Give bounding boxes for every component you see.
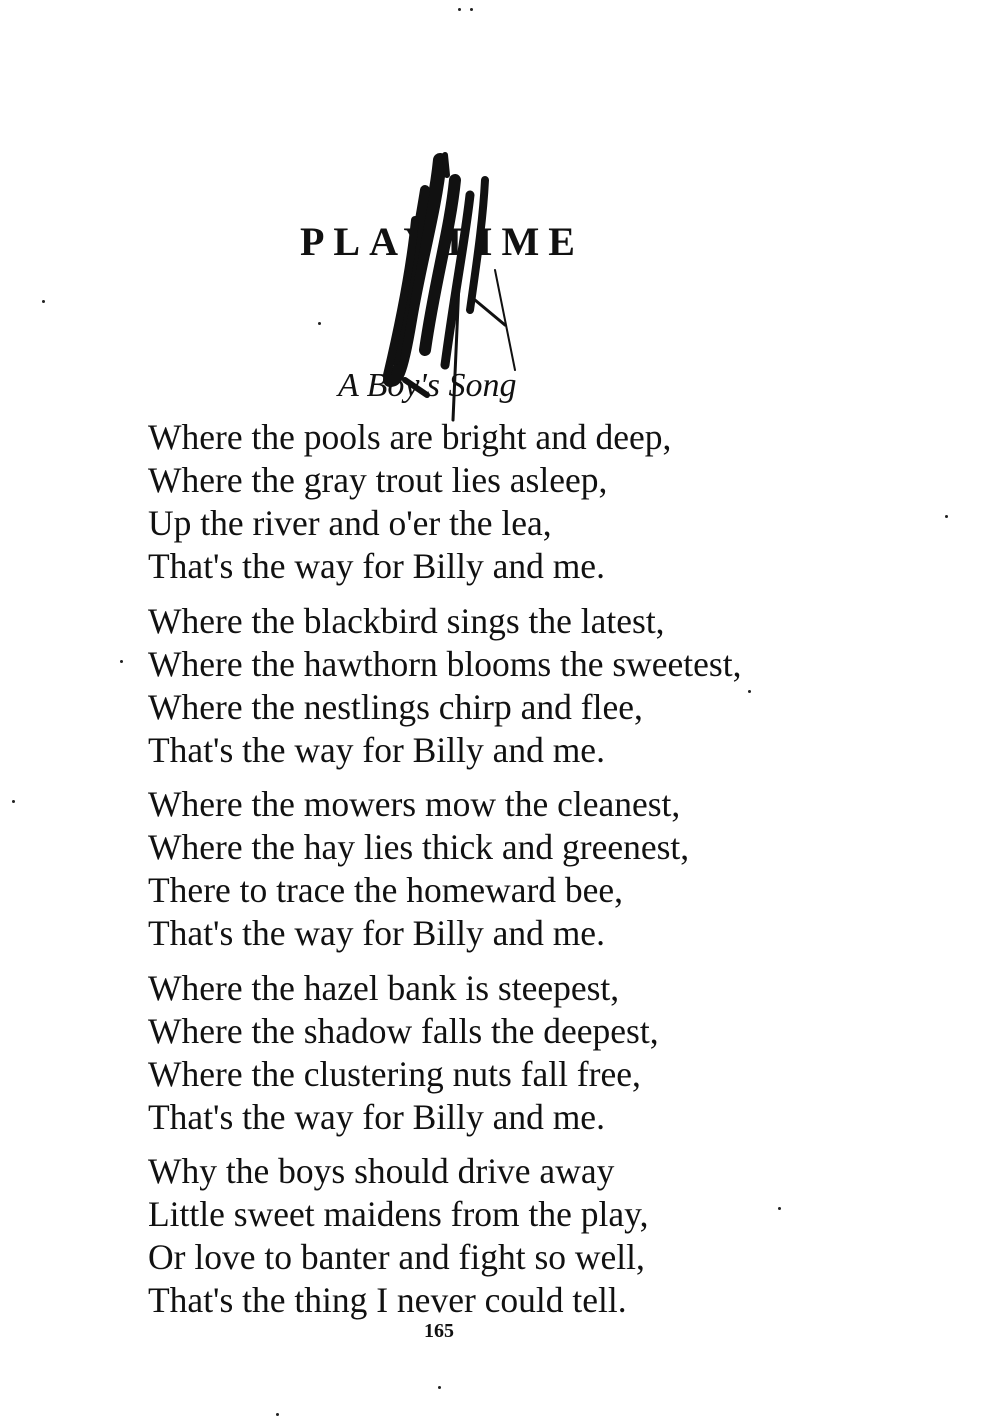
poem-line: Up the river and o'er the lea, bbox=[148, 503, 552, 543]
poem-line: Where the nestlings chirp and flee, bbox=[148, 686, 643, 727]
scan-speck bbox=[12, 800, 15, 803]
scan-speck bbox=[748, 690, 751, 693]
poem-line: Where the blackbird sings the latest, bbox=[148, 600, 665, 641]
poem-line: That's the thing I never could tell. bbox=[148, 1280, 627, 1320]
stanza-3 bbox=[148, 783, 848, 955]
poem-line: Where the clustering nuts fall free, bbox=[148, 1053, 641, 1094]
stanza-5 bbox=[148, 1150, 848, 1322]
stanza-2 bbox=[148, 600, 848, 772]
poem-line: That's the way for Billy and me. bbox=[148, 913, 605, 953]
scan-speck bbox=[458, 8, 461, 11]
poem-line: Or love to banter and fight so well, bbox=[148, 1237, 645, 1277]
scan-speck bbox=[438, 1386, 441, 1389]
poem-subtitle: A Boy's Song bbox=[338, 367, 517, 404]
stanza-1 bbox=[148, 416, 848, 588]
poem-body bbox=[148, 416, 848, 1334]
section-title: PLAYTIME bbox=[300, 219, 584, 264]
scan-speck bbox=[120, 660, 123, 663]
scan-speck bbox=[42, 300, 45, 303]
poem-line: Where the hawthorn blooms the sweetest, bbox=[148, 643, 742, 684]
scan-speck bbox=[470, 8, 473, 11]
poem-line: Where the shadow falls the deepest, bbox=[148, 1010, 659, 1051]
scan-speck bbox=[778, 1207, 781, 1210]
scan-speck bbox=[945, 515, 948, 518]
poem-line: That's the way for Billy and me. bbox=[148, 1096, 605, 1137]
page-number: 165 bbox=[424, 1320, 454, 1342]
poem-line: Where the hay lies thick and greenest, bbox=[148, 827, 690, 867]
poem-line: That's the way for Billy and me. bbox=[148, 729, 605, 770]
poem-line: Where the gray trout lies asleep, bbox=[148, 460, 608, 500]
poem-line: That's the way for Billy and me. bbox=[148, 546, 605, 586]
stanza-4 bbox=[148, 967, 848, 1139]
crayon-scribble-mark bbox=[365, 150, 525, 425]
poem-line: Little sweet maidens from the play, bbox=[148, 1194, 649, 1234]
poem-line: Where the hazel bank is steepest, bbox=[148, 967, 620, 1008]
poem-line: Where the pools are bright and deep, bbox=[148, 417, 672, 457]
poem-line: There to trace the homeward bee, bbox=[148, 870, 624, 910]
poem-line: Where the mowers mow the cleanest, bbox=[148, 784, 681, 824]
scan-speck bbox=[276, 1413, 279, 1416]
poem-line: Why the boys should drive away bbox=[148, 1151, 615, 1191]
scan-speck bbox=[318, 322, 321, 325]
